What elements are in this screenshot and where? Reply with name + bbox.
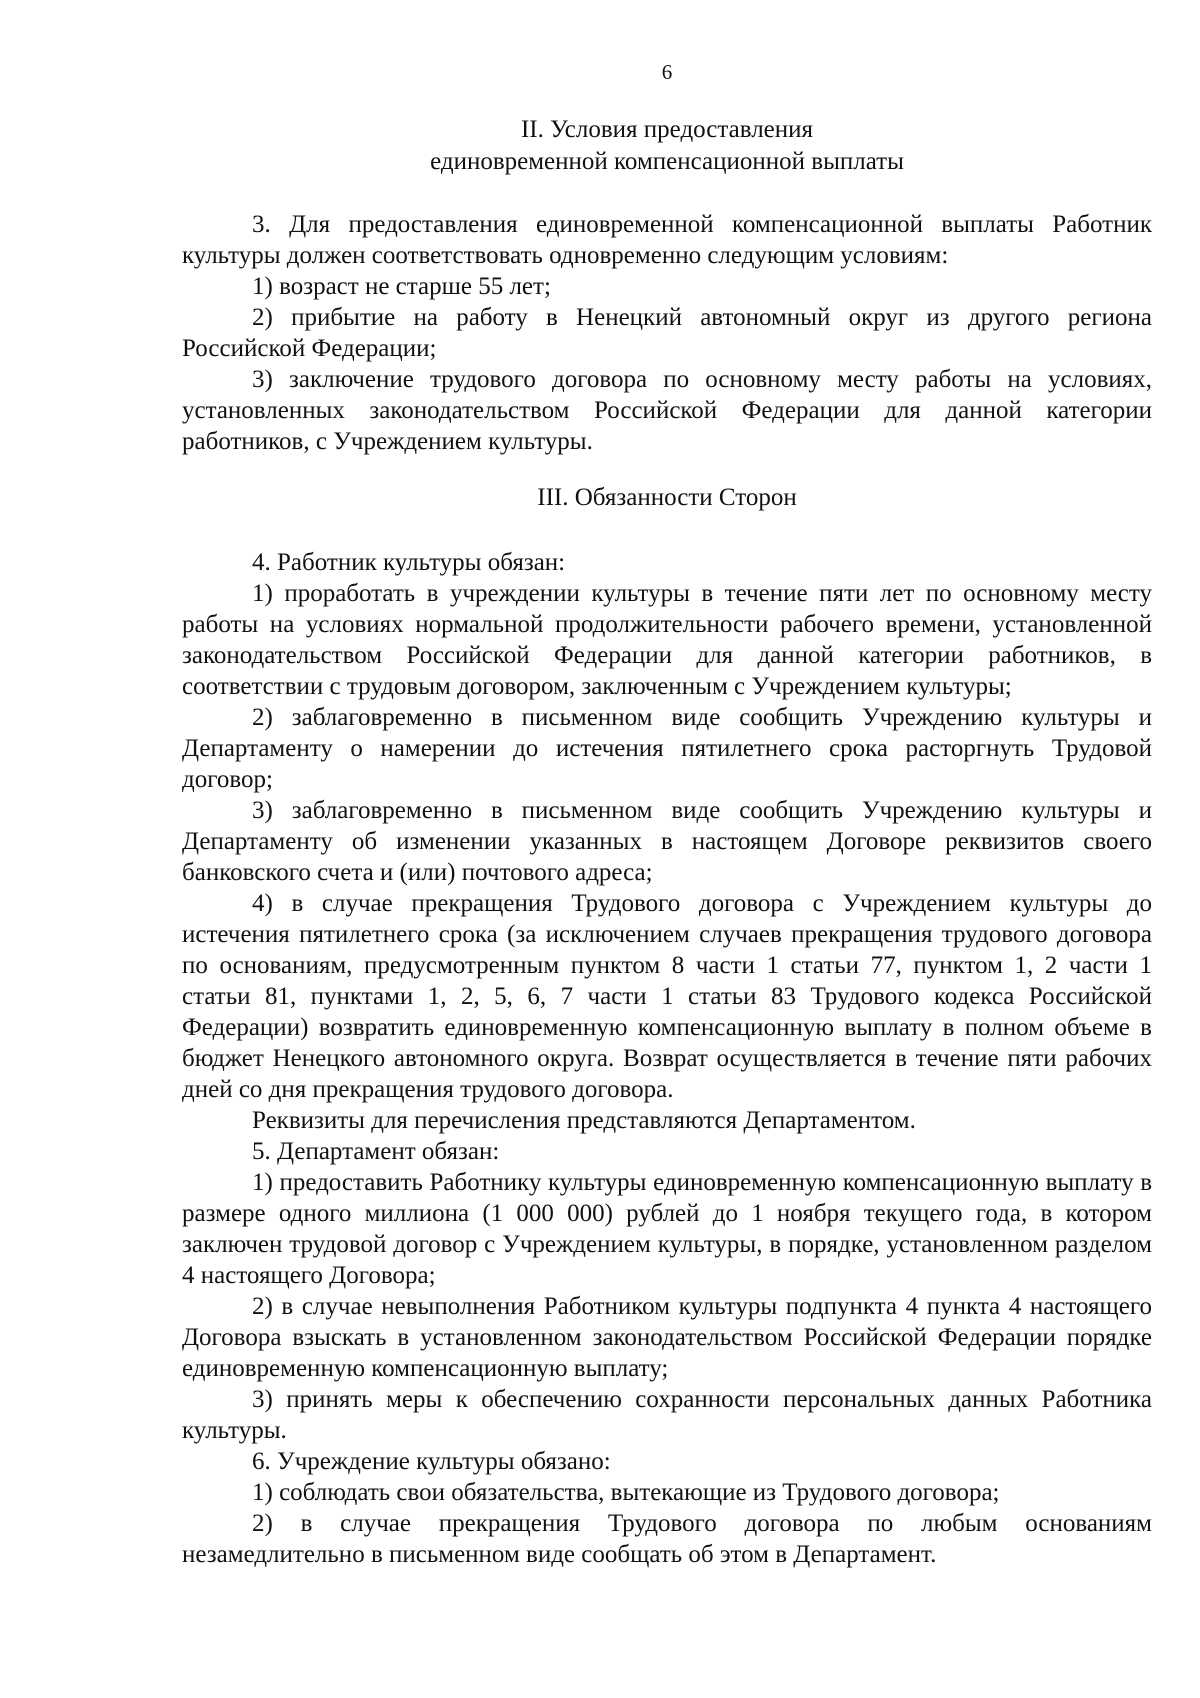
section-2-title-line-2: единовременной компенсационной выплаты: [430, 148, 904, 175]
paragraph: Реквизиты для перечисления представляются Департаментом.: [252, 1107, 916, 1134]
paragraph: 2) прибытие на работу в Ненецкий автономный округ из другого региона Российской Федерации;: [182, 304, 1152, 362]
page-number: 6: [661, 60, 673, 84]
paragraph: 4) в случае прекращения Трудового договора с Учреждением культуры до истечения пятилетнего срока (за исключением случаев прекращения трудового договора по основаниям, предусмотренным пунктом 8 части 1 статьи 77, пунктом 1, 2 части 1 статьи 81, пунктами 1, 2, 5, 6, 7 части 1 статьи 83 Трудового кодекса Российской Федерации) возвратить единовременную компенсационную выплату в полном объеме в бюджет Ненецкого автономного округа. Возврат осуществляется в течение пяти рабочих дней со дня прекращения трудового договора.: [182, 890, 1152, 1103]
paragraph: 6. Учреждение культуры обязано:: [252, 1448, 611, 1475]
paragraph: 1) возраст не старше 55 лет;: [252, 273, 551, 300]
section-2-title-line-1: II. Условия предоставления: [520, 116, 814, 143]
section-3-body: [182, 547, 1152, 1570]
paragraph: 2) заблаговременно в письменном виде сообщить Учреждению культуры и Департаменту о намерении до истечения пятилетнего срока расторгнуть Трудовой договор;: [182, 704, 1152, 793]
paragraph: 2) в случае невыполнения Работником культуры подпункта 4 пункта 4 настоящего Договора взыскать в установленном законодательством Российской Федерации порядке единовременную компенсационную выплату;: [182, 1293, 1152, 1382]
paragraph: 3) заключение трудового договора по основному месту работы на условиях, установленных законодательством Российской Федерации для данной категории работников, с Учреждением культуры.: [182, 366, 1152, 455]
paragraph: 3) принять меры к обеспечению сохранности персональных данных Работника культуры.: [182, 1386, 1152, 1444]
paragraph: 2) в случае прекращения Трудового договора по любым основаниям незамедлительно в письменном виде сообщать об этом в Департамент.: [182, 1510, 1152, 1568]
paragraph: 5. Департамент обязан:: [252, 1138, 500, 1165]
paragraph: 1) проработать в учреждении культуры в течение пяти лет по основному месту работы на условиях нормальной продолжительности рабочего времени, установленной законодательством Российской Федерации для данной категории работников, в соответствии с трудовым договором, заключенным с Учреждением культуры;: [182, 580, 1152, 700]
paragraph: 3) заблаговременно в письменном виде сообщить Учреждению культуры и Департаменту об изменении указанных в настоящем Договоре реквизитов своего банковского счета и (или) почтового адреса;: [182, 797, 1152, 886]
paragraph: 4. Работник культуры обязан:: [252, 549, 566, 576]
paragraph: 1) предоставить Работнику культуры единовременную компенсационную выплату в размере одного миллиона (1 000 000) рублей до 1 ноября текущего года, в котором заключен трудовой договор с Учреждением культуры, в порядке, установленном разделом 4 настоящего Договора;: [182, 1169, 1152, 1289]
document-page: [182, 60, 1152, 1570]
paragraph: 1) соблюдать свои обязательства, вытекающие из Трудового договора;: [252, 1479, 1000, 1506]
section-2-body: [182, 209, 1152, 457]
paragraph: 3. Для предоставления единовременной компенсационной выплаты Работник культуры должен соответствовать одновременно следующим условиям:: [182, 211, 1152, 269]
section-3-title: III. Обязанности Сторон: [537, 484, 797, 511]
section-2-title: [182, 114, 1152, 178]
